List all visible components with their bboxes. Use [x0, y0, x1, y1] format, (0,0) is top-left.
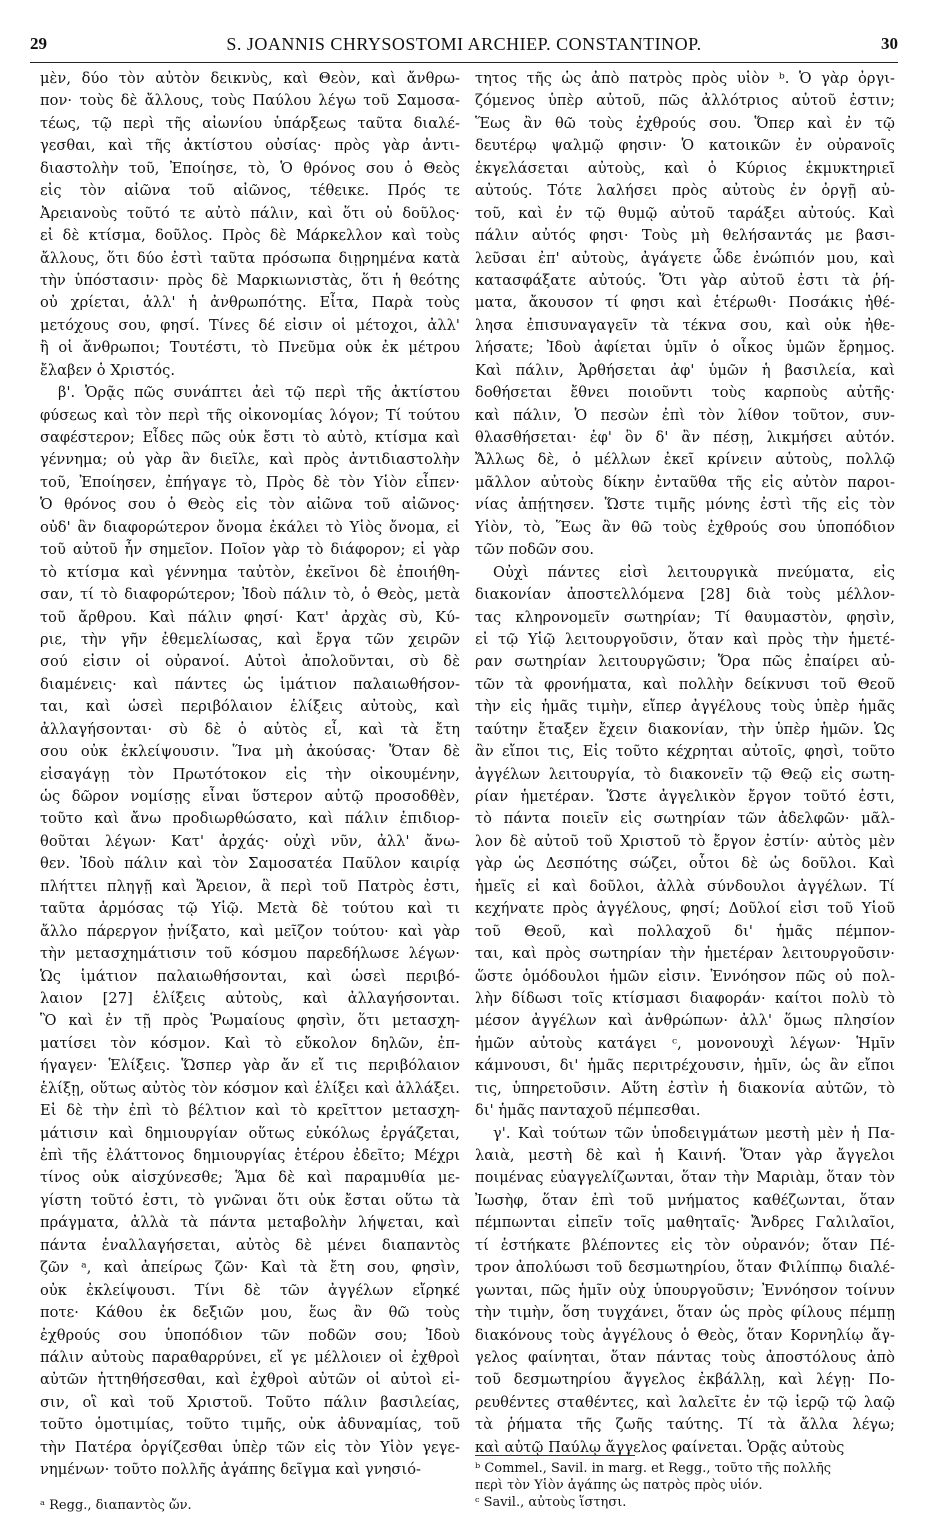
- text-line: λησα ἐπισυναγαγεῖν τὰ τέκνα σου, καὶ οὐκ ἠθε-: [475, 316, 895, 334]
- text-line: τῶν ποδῶν σου.: [475, 541, 595, 559]
- text-line: ποτε· Κάθου ἐκ δεξιῶν μου, ἕως ἂν θῶ τοὺς: [40, 1304, 460, 1322]
- text-line: τέως, τῷ περὶ τῆς αἰωνίου ὑπάρξεως ταῦτα διαλέ-: [40, 114, 460, 132]
- text-line: μέσον ἀγγέλων καὶ ἀνθρώπων· ἀλλ' ὅμως πλησίον: [475, 1012, 895, 1030]
- text-line: θλασθήσεται· ἐφ' ὃν δ' ἂν πέσῃ, λικμήσει αὐτόν.: [475, 429, 895, 446]
- text-line: Ἰωσὴφ, ὅταν ἐπὶ τοῦ μνήματος καθέζωνται, ὅταν: [475, 1191, 895, 1209]
- text-line: πον· τοὺς δὲ ἄλλους, τοὺς Παύλου λέγω τοῦ Σαμοσα-: [40, 92, 460, 110]
- text-line: λον δὲ αὐτοῦ τοῦ Χριστοῦ τὸ ἔργον ἐστίν· αὐτὸς μὲν: [475, 832, 895, 850]
- text-line: τὴν μετασχημάτισιν τοῦ κόσμου παρεδήλωσε λέγων·: [40, 945, 460, 963]
- text-line: ἡμεῖς εἰ καὶ δοῦλοι, ἀλλὰ σύνδουλοι ἀγγέλων. Τί: [475, 877, 895, 895]
- text-line: ριε, τὴν γῆν ἐθεμελίωσας, καὶ ἔργα τῶν χειρῶν: [40, 630, 460, 648]
- text-line: πέμπωνται εἰπεῖν τοῖς μαθηταῖς· Ἄνδρες Γαλιλαῖοι,: [475, 1214, 895, 1232]
- text-line: δευτέρῳ ψαλμῷ φησιν· Ὁ κατοικῶν ἐν οὐρανοῖς: [475, 137, 895, 155]
- footnote-line: ᵇ Commel., Savil. in marg. et Regg., τοῦτο τῆς πολλῆς: [475, 1461, 832, 1476]
- text-line: εἰ τῷ Υἱῷ λειτουργοῦσιν, ὅταν καὶ πρὸς τὴν ἡμετέ-: [475, 630, 895, 648]
- text-line: τὴν τιμὴν, ὅση τυγχάνει, ὅταν ὡς πρὸς φίλους πέμπῃ: [475, 1304, 895, 1322]
- text-line: γὰρ ὡς Δεσπότης σώζει, οὗτοι δὲ ὡς δοῦλοι. Καὶ: [475, 855, 895, 873]
- text-line: Ἀρειανοὺς τοῦτό τε αὐτὸ πάλιν, καὶ ὅτι οὐ δοῦλος·: [40, 204, 460, 222]
- text-line: ἔλαβεν ὁ Χριστός.: [40, 361, 176, 379]
- text-line: τὸ κτίσμα καὶ γέννημα ταὐτὸν, ἐκεῖνοι δὲ ἐποιήθη-: [40, 563, 460, 581]
- text-line: τοῦ ἄρθρου. Καὶ πάλιν φησί· Κατ' ἀρχὰς σὺ, Κύ-: [40, 608, 460, 626]
- text-line: νημένων· τοῦτο πολλῆς ἀγάπης δεῖγμα καὶ γνησιό-: [40, 1461, 422, 1479]
- text-line: καὶ πάλιν, Ὁ πεσὼν ἐπὶ τὸν λίθον τοῦτον, συν-: [475, 406, 895, 424]
- text-line: τοῦ, καὶ ἐν τῷ θυμῷ αὐτοῦ ταράξει αὐτούς. Καὶ: [475, 204, 895, 222]
- text-line: φύσεως καὶ τὸν περὶ τῆς οἰκονομίας λόγον; Τί τούτου: [40, 406, 460, 424]
- text-line: Ὡς ἱμάτιον παλαιωθήσονται, καὶ ὡσεὶ περιβό-: [40, 967, 460, 985]
- text-line: πλήττει πληγῇ καὶ Ἄρειον, ἃ περὶ τοῦ Πατρὸς ἐστι,: [40, 877, 460, 895]
- text-line: τοῦ, Ἐποίησεν, ἐπήγαγε τὸ, Πρὸς δὲ τὸν Υἱὸν εἶπεν·: [40, 473, 460, 491]
- text-line: τὸ πάντα ποιεῖν εἰς σωτηρίαν τῶν ἀδελφῶν· μᾶλ-: [475, 810, 895, 828]
- text-line: καὶ αὐτῷ Παύλῳ ἄγγελος φαίνεται. Ὁρᾷς αὐτοὺς: [475, 1438, 845, 1456]
- text-line: σαν, τί τὸ διαφορώτερον; Ἰδοὺ πάλιν τὸ, ὁ Θεὸς, μετὰ: [40, 586, 460, 604]
- text-line: ρευθέντες σταθέντες, καὶ λαλεῖτε ἐν τῷ ἱερῷ τῷ λαῷ: [475, 1393, 895, 1411]
- text-line: ραν σωτηρίαν λειτουργῶσιν; Ὅρα πῶς ἐπαίρει αὐ-: [475, 653, 895, 671]
- text-line: ταῦτα ἁρμόσας τῷ Υἱῷ. Μετὰ δὲ τούτου καὶ τι: [40, 900, 460, 918]
- text-line: ἢ οἱ ἄνθρωποι; Τουτέστι, τὸ Πνεῦμα οὐκ ἐκ μέτρου: [40, 339, 460, 357]
- text-line: νίας ἀπῄτησεν. Ὥστε τιμῆς μόνης ἐστὶ τῆς εἰς τὸν: [475, 496, 895, 514]
- text-line: πράγματα, ἀλλὰ τὰ πάντα μεταβολὴν λήψεται, καὶ: [40, 1214, 460, 1232]
- text-line: οὐ χρίεται, ἀλλ' ἡ ἀνθρωπότης. Εἶτα, Παρὰ τοὺς: [40, 294, 460, 312]
- right-text-column: [475, 68, 895, 1458]
- text-line: Υἱὸν, τὸ, Ἕως ἂν θῶ τοὺς ἐχθρούς σου ὑποπόδιον: [475, 518, 895, 536]
- text-line: Οὐχὶ πάντες εἰσὶ λειτουργικὰ πνεύματα, εἰς: [493, 563, 895, 581]
- text-line: σου οὐκ ἐκλείψουσιν. Ἵνα μὴ ἀκούσας· Ὅταν δὲ: [40, 743, 460, 761]
- text-line: γελος φαίνηται, ὅταν πάντας τοὺς ἀποστόλους ἀπὸ: [475, 1348, 895, 1366]
- text-line: κάμνουσι, δι' ἡμᾶς περιτρέχουσιν, ἡμῖν, ὡς ἂν εἴποι: [475, 1057, 895, 1075]
- text-line: Ὃ καὶ ἐν τῇ πρὸς Ῥωμαίους φησὶν, ὅτι μετασχη-: [40, 1012, 460, 1030]
- text-line: ἐπὶ τῆς ἐλάττονος δημιουργίας ἑτέρου ἐδεῖτο; Μέχρι: [40, 1147, 460, 1164]
- text-line: τίνος οὐκ αἰσχύνεσθε; Ἅμα δὲ καὶ παραμυθία με-: [40, 1169, 460, 1187]
- text-line: πάντα ἐναλλαγήσεται, αὐτὸς δὲ μένει διαπαντὸς: [40, 1236, 460, 1254]
- footnote-line: περὶ τὸν Υἱὸν ἀγάπης ὡς πατρὸς πρὸς υἱόν.: [475, 1478, 763, 1493]
- text-line: ἐχθρούς σου ὑποπόδιον τῶν ποδῶν σου; Ἰδοὺ: [40, 1326, 460, 1344]
- text-line: κατασφάξατε αὐτούς. Ὅτι γὰρ αὐτοῦ ἐστι τὰ ῥή-: [475, 271, 895, 289]
- footnote-line: ᶜ Savil., αὐτοὺς ἵστησι.: [475, 1495, 627, 1510]
- text-line: μὲν, δύο τὸν αὐτὸν δεικνὺς, καὶ Θεὸν, καὶ ἄνθρω-: [40, 70, 460, 87]
- text-line: εἰ δὲ κτίσμα, δοῦλος. Πρὸς δὲ Μάρκελλον καὶ τοὺς: [40, 227, 460, 245]
- text-line: ὥστε ὁμόδουλοι ἡμῶν εἰσιν. Ἐννόησον πῶς οὐ πολ-: [475, 967, 895, 985]
- text-line: ζῶν ᵃ, καὶ ἀπείρως ζῶν· Καὶ τὰ ἔτη σου, φησὶν,: [40, 1259, 460, 1277]
- text-line: β'. Ὁρᾷς πῶς συνάπτει ἀεὶ τῷ περὶ τῆς ἀκτίστου: [58, 384, 460, 402]
- text-line: σιν, οἳ καὶ τοῦ Χριστοῦ. Τοῦτο πάλιν βασιλείας,: [40, 1393, 460, 1411]
- text-line: ται, καὶ πρὸς σωτηρίαν τὴν ἡμετέραν λειτουργοῦσιν·: [475, 945, 895, 963]
- text-line: αὐτούς. Τότε λαλήσει πρὸς αὐτοὺς ἐν ὀργῇ αὐ-: [475, 182, 895, 200]
- text-line: ρίαν ἡμετέραν. Ὥστε ἀγγελικὸν ἔργον τοῦτό ἐστι,: [475, 788, 895, 805]
- text-line: λαιὰ, μεστὴ δὲ καὶ ἡ Καινή. Ὅταν γὰρ ἄγγελοι: [475, 1147, 895, 1164]
- text-line: διακόνους τοὺς ἀγγέλους ὁ Θεὸς, ὅταν Κορνηλίῳ ἄγ-: [475, 1326, 895, 1344]
- text-line: τητος τῆς ὡς ἀπὸ πατρὸς πρὸς υἱὸν ᵇ. Ὁ γὰρ ὀργι-: [475, 70, 895, 87]
- text-line: τὴν ὑπόστασιν· πρὸς δὲ Μαρκιωνιστὰς, ὅτι ἡ θεότης: [40, 271, 460, 289]
- text-line: ἐκγελάσεται αὐτοὺς, καὶ ὁ Κύριος ἐκμυκτηριεῖ: [475, 159, 895, 177]
- text-line: εἰς τὸν αἰῶνα τοῦ αἰῶνος, τέθεικε. Πρός τε: [40, 182, 460, 200]
- text-line: γέννημα; οὐ γὰρ ἂν διεῖλε, καὶ πρὸς ἀντιδιαστολὴν: [40, 451, 460, 469]
- text-line: πάλιν αὐτός φησι· Τοὺς μὴ θελήσαντάς με βασι-: [475, 227, 895, 245]
- text-line: διαμένεις· καὶ πάντες ὡς ἱμάτιον παλαιωθήσον-: [40, 675, 460, 693]
- text-line: λὴν δίδωσι τοῖς κτίσμασι διαφοράν· καίτοι πολὺ τὸ: [475, 989, 895, 1007]
- text-line: τας κληρονομεῖν σωτηρίαν; Τί θαυμαστὸν, φησὶν,: [475, 608, 895, 626]
- text-line: Καὶ πάλιν, Ἀρθήσεται ἀφ' ὑμῶν ἡ βασιλεία, καὶ: [475, 361, 895, 379]
- text-line: μετόχους σου, φησί. Τίνες δέ εἰσιν οἱ μέτοχοι, ἀλλ': [40, 316, 460, 334]
- text-line: σαφέστερον; Εἶδες πῶς οὐκ ἔστι τὸ αὐτὸ, κτίσμα καὶ: [40, 429, 460, 446]
- text-line: ματα, ἄκουσον τί φησι καὶ ἑτέρωθι· Ποσάκις ἠθέ-: [475, 294, 895, 312]
- text-line: Ἄλλως δὲ, ὁ μέλλων ἐκεῖ κρίνειν αὐτοὺς, πολλῷ: [475, 451, 895, 469]
- text-line: τοῦτο καὶ ἄνω προδιωρθώσατο, καὶ πάλιν ἐπιδιορ-: [40, 810, 460, 828]
- text-line: τῶν τὰ φρονήματα, καὶ πολλὴν δείκνυσι τοῦ Θεοῦ: [475, 675, 895, 693]
- text-line: μᾶλλον αὐτοὺς δίκην ἐνταῦθα τῆς εἰς αὐτὸν παροι-: [475, 473, 895, 491]
- text-line: μάτισιν καὶ δημιουργίαν οὕτως εὐκόλως ἐργάζεται,: [40, 1124, 460, 1142]
- text-line: διαστολὴν τοῦ, Ἐποίησε, τὸ, Ὁ θρόνος σου ὁ Θεὸς: [40, 159, 460, 177]
- text-line: λαιον [27] ἑλίξεις αὐτοὺς, καὶ ἀλλαγήσονται.: [40, 989, 460, 1007]
- text-line: γωνται, πῶς ἡμῖν οὐχ ὑπουργοῦσιν; Ἐννόησον τοίνυν: [475, 1281, 895, 1299]
- text-line: τοῦ αὐτοῦ ἦν σημεῖον. Ποῖον γὰρ τὸ διάφορον; εἰ γὰρ: [40, 541, 460, 559]
- text-line: ται, καὶ ὡσεὶ περιβόλαιον ἑλίξεις αὐτοὺς, καὶ: [40, 698, 460, 716]
- text-line: γ'. Καὶ τούτων τῶν ὑποδειγμάτων μεστὴ μὲν ἡ Πα-: [493, 1124, 895, 1142]
- text-line: πάλιν αὐτοὺς παραθαρρύνει, εἴ γε μέλλοιεν οἱ ἐχθροὶ: [40, 1348, 460, 1366]
- text-line: τοῦ Θεοῦ, καὶ πολλαχοῦ δι' ἡμᾶς πέμπον-: [475, 922, 895, 940]
- text-line: ὡς δῶρον νομίσῃς εἶναι ὕστερον αὐτῷ προσοδθὲν,: [40, 788, 460, 805]
- text-line: κεχήνατε πρὸς ἀγγέλους, φησί; Δοῦλοί εἰσι τοῦ Υἱοῦ: [475, 900, 895, 918]
- text-line: ματίσει τὸν κόσμον. Καὶ τὸ εὔκολον δηλῶν, ἐπ-: [40, 1034, 460, 1052]
- text-line: τις, ὑπηρετοῦσιν. Αὕτη ἐστὶν ἡ διακονία αὐτῶν, τὸ: [475, 1079, 895, 1097]
- text-line: Ὁ θρόνος σου ὁ Θεὸς εἰς τὸν αἰῶνα τοῦ αἰῶνος·: [40, 496, 460, 514]
- text-line: ταύτην ἔταξεν ἔχειν διακονίαν, τὴν ὑπὲρ ἡμῶν. Ὡς: [475, 720, 895, 738]
- page-header: [30, 28, 898, 63]
- text-line: γεσθαι, καὶ τῆς ἀκτίστου οὐσίας· πρὸς γὰρ ἀντι-: [40, 137, 460, 155]
- text-line: ζόμενος ὑπὲρ αὐτοῦ, πῶς ἀλλότριος αὐτοῦ ἐστιν;: [475, 92, 895, 110]
- text-line: εἰσαγάγῃ τὸν Πρωτότοκον εἰς τὴν οἰκουμένην,: [40, 765, 460, 783]
- text-line: Εἰ δὲ τὴν ἐπὶ τὸ βέλτιον καὶ τὸ κρεῖττον μετασχη-: [40, 1102, 460, 1120]
- footnote-line: ᵃ Regg., διαπαντὸς ὤν.: [40, 1498, 192, 1513]
- text-line: ἄλλους, ὅτι δύο ἐστὶ ταῦτα πρόσωπα διῃρημένα κατὰ: [40, 249, 460, 267]
- text-line: λεῦσαι ἐπ' αὐτοὺς, ἀγάγετε ὧδε ἐνώπιόν μου, καὶ: [475, 249, 895, 267]
- running-title: S. JOANNIS CHRYSOSTOMI ARCHIEP. CONSTANTINOP.: [226, 34, 702, 54]
- text-line: αὐτῶν ἡττηθήσεσθαι, καὶ ἐχθροὶ αὐτῶν οἱ αὐτοὶ εἰ-: [40, 1371, 460, 1389]
- text-line: τοῦ δεσμωτηρίου ἄγγελος ἐκβάλλῃ, καὶ λέγῃ· Πο-: [475, 1371, 895, 1389]
- footnotes-left: [40, 1497, 460, 1514]
- text-line: ἀλλαγήσονται· σὺ δὲ ὁ αὐτὸς εἶ, καὶ τὰ ἔτη: [40, 720, 460, 738]
- page-number-left: 29: [30, 34, 47, 53]
- text-line: λήσατε; Ἰδοὺ ἀφίεται ὑμῖν ὁ οἶκος ὑμῶν ἔρημος.: [475, 339, 895, 357]
- text-line: διακονίαν ἀποστελλόμενα [28] διὰ τοὺς μέλλον-: [475, 586, 895, 604]
- text-line: ἡμῶν αὐτοὺς κατάγει ᶜ, μονονουχὶ λέγων· Ἡμῖν: [475, 1034, 895, 1052]
- text-line: δι' ἡμᾶς πανταχοῦ πέμπεσθαι.: [475, 1102, 701, 1120]
- text-line: τὰ ῥήματα τῆς ζωῆς ταύτης. Τί τὰ ἄλλα λέγω;: [475, 1416, 895, 1434]
- footnotes-right: [475, 1460, 895, 1511]
- text-line: δοθήσεται ἔθνει ποιοῦντι τοὺς καρποὺς αὐτῆς·: [475, 384, 895, 402]
- text-line: ἄλλο πάρεργον ᾐνίξατο, καὶ μεῖζον τούτου· καὶ γὰρ: [40, 922, 460, 940]
- page-number-right: 30: [881, 34, 898, 53]
- text-line: οὐδ' ἂν διαφορώτερον ὄνομα ἐκάλει τὸ Υἱὸς ὄνομα, εἰ: [40, 518, 460, 536]
- text-line: θεν. Ἰδοὺ πάλιν καὶ τὸν Σαμοσατέα Παῦλον καιρίᾳ: [40, 855, 460, 873]
- text-line: σού εἰσιν οἱ οὐρανοί. Αὐτοὶ ἀπολοῦνται, σὺ δὲ: [40, 653, 460, 671]
- text-line: οὐκ ἐκλείψουσι. Τίνι δὲ τῶν ἀγγέλων εἴρηκέ: [40, 1281, 460, 1299]
- text-line: ἂν εἴποι τις, Εἰς τοῦτο κέχρηται αὐτοῖς, φησὶ, τοῦτο: [475, 743, 895, 761]
- text-line: ἀγγέλων λειτουργία, τὸ διακονεῖν τῷ Θεῷ εἰς σωτη-: [475, 765, 895, 783]
- text-line: τοῦτο ὁμοτιμίας, τοῦτο τιμῆς, οὐκ ἀδυναμίας, τοῦ: [40, 1416, 460, 1434]
- text-line: τὴν εἰς ἡμᾶς τιμὴν, εἴπερ ἀγγέλους τοὺς ὑπὲρ ἡμᾶς: [475, 698, 895, 716]
- text-line: ήγαγεν· Ἑλίξεις. Ὥσπερ γὰρ ἄν εἴ τις περιβόλαιον: [40, 1057, 460, 1075]
- text-line: τρον ἀπολύωσι τοῦ δεσμωτηρίου, ὅταν Φιλίππῳ διαλέ-: [475, 1259, 895, 1277]
- text-line: θοῦται λέγων· Κατ' ἀρχάς· οὐχὶ νῦν, ἀλλ' ἄνω-: [40, 832, 460, 850]
- footnote-rule: [475, 1455, 635, 1456]
- text-line: ποιμένας εὐαγγελίζωνται, ὅταν τὴν Μαριὰμ, ὅταν τὸν: [475, 1169, 895, 1187]
- text-line: τὴν Πατέρα ὀργίζεσθαι ὑπὲρ τῶν εἰς τὸν Υἱὸν γεγε-: [40, 1438, 460, 1456]
- text-line: ἑλίξῃ, οὕτως αὐτὸς τὸν κόσμον καὶ ἑλίξει καὶ ἀλλάξει.: [40, 1079, 460, 1097]
- text-line: γίστη τοῦτό ἐστι, τὸ γνῶναι ὅτι οὐκ ἔσται οὕτω τὰ: [40, 1191, 460, 1209]
- left-text-column: [40, 68, 460, 1479]
- text-line: Ἕως ἂν θῶ τοὺς ἐχθρούς σου. Ὅπερ καὶ ἐν τῷ: [475, 114, 895, 132]
- text-line: τί ἑστήκατε βλέποντες εἰς τὸν οὐρανόν; ὅταν Πέ-: [475, 1236, 895, 1254]
